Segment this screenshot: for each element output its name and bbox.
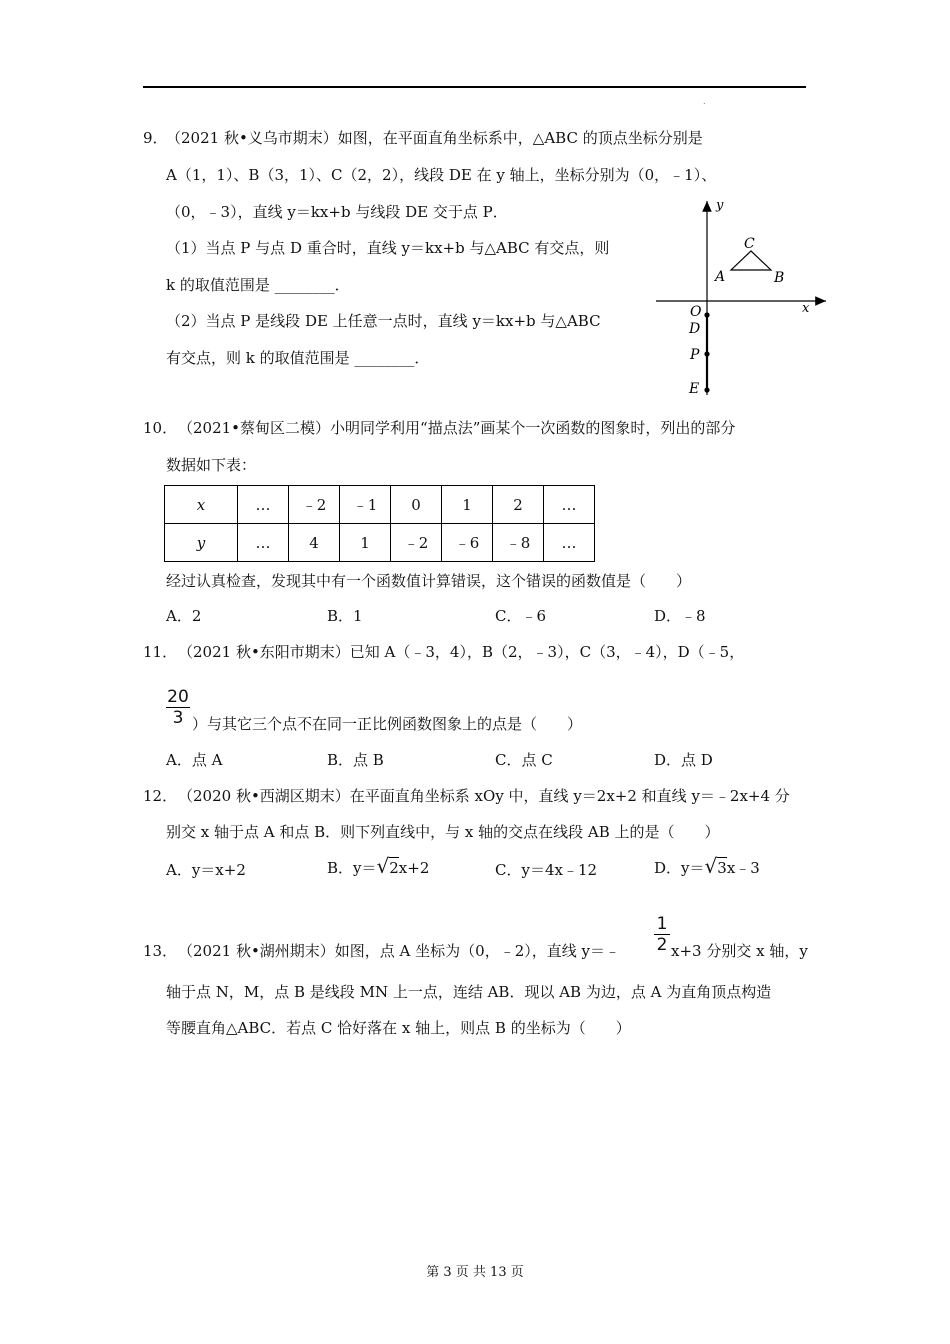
q12-option-b-radicand: 2 xyxy=(389,859,399,877)
q13-line3: 等腰直角△ABC．若点 C 恰好落在 x 轴上，则点 B 的坐标为（ ） xyxy=(166,1019,631,1037)
q11-option-a[interactable]: A．点 A xyxy=(166,751,223,769)
q10-value-table xyxy=(164,485,595,562)
q11-option-d[interactable]: D．点 D xyxy=(654,751,713,769)
q12-option-d[interactable] xyxy=(654,856,760,878)
sqrt-icon: √ xyxy=(704,854,718,878)
q10-option-d[interactable]: D．﹣8 xyxy=(654,607,706,625)
label-p: P xyxy=(690,347,700,363)
header-rule xyxy=(143,86,806,88)
q13-line1-pre: （2021 秋•湖州期末）如图，点 A 坐标为（0，﹣2），直线 y＝﹣ xyxy=(178,942,620,960)
q11-number: 11． xyxy=(143,643,178,661)
header-mark: . xyxy=(703,97,706,106)
table-cell: … xyxy=(238,486,289,524)
q12-option-b-label: B．y＝ xyxy=(327,859,377,877)
q12-line2: 别交 x 轴于点 A 和点 B．则下列直线中，与 x 轴的交点在线段 AB 上的是（ ） xyxy=(166,823,720,841)
q13-fraction-denominator: 2 xyxy=(656,935,668,955)
table-cell: … xyxy=(544,486,595,524)
table-cell: 0 xyxy=(391,486,442,524)
table-cell: ﹣6 xyxy=(442,524,493,562)
q11-fraction-numerator: 20 xyxy=(167,687,189,707)
table-cell: y xyxy=(165,524,238,562)
q12-option-d-label: D．y＝ xyxy=(654,859,705,877)
table-row xyxy=(165,524,595,562)
q10-line1: （2021•蔡甸区二模）小明同学利用“描点法”画某个一次函数的图象时，列出的部分 xyxy=(178,419,736,437)
q9-line5: k 的取值范围是 ________． xyxy=(166,276,350,294)
table-cell: ﹣8 xyxy=(493,524,544,562)
point-d xyxy=(704,312,709,317)
q13-fraction xyxy=(654,915,670,954)
table-row xyxy=(165,486,595,524)
q9-line2: A（1，1）、B（3，1）、C（2，2），线段 DE 在 y 轴上，坐标分别为（0，﹣1）、 xyxy=(166,166,717,184)
table-cell: ﹣2 xyxy=(289,486,340,524)
q9-line3: （0，﹣3），直线 y＝kx+b 与线段 DE 交于点 P． xyxy=(166,203,508,221)
table-cell: … xyxy=(238,524,289,562)
point-e xyxy=(704,387,709,392)
q12-option-d-radicand: 3 xyxy=(717,859,727,877)
label-y: y xyxy=(716,198,724,213)
q13-fraction-numerator: 1 xyxy=(656,914,668,934)
point-p xyxy=(704,351,709,356)
table-cell: ﹣2 xyxy=(391,524,442,562)
sqrt-icon: √ xyxy=(376,854,390,878)
table-cell: 1 xyxy=(442,486,493,524)
label-c: C xyxy=(744,236,755,252)
label-d: D xyxy=(689,321,701,337)
q11-option-c[interactable]: C．点 C xyxy=(495,751,553,769)
table-cell: 2 xyxy=(493,486,544,524)
q10-option-a[interactable]: A．2 xyxy=(166,607,202,625)
q12-number: 12． xyxy=(143,787,178,805)
q9-line6: （2）当点 P 是线段 DE 上任意一点时，直线 y＝kx+b 与△ABC xyxy=(166,312,601,330)
label-x: x xyxy=(802,301,810,316)
q13-number: 13． xyxy=(143,942,178,960)
label-o: O xyxy=(690,304,702,320)
q11-fraction xyxy=(166,688,190,727)
q10-line3: 经过认真检查，发现其中有一个函数值计算错误，这个错误的函数值是（ ） xyxy=(166,572,692,590)
table-cell: x xyxy=(165,486,238,524)
q10-option-b[interactable]: B．1 xyxy=(327,607,363,625)
label-a: A xyxy=(715,269,726,285)
q10-option-c[interactable]: C．﹣6 xyxy=(495,607,547,625)
table-cell: 1 xyxy=(340,524,391,562)
q11-line2: ）与其它三个点不在同一正比例函数图象上的点是（ ） xyxy=(192,715,583,733)
page-footer: 第 3 页 共 13 页 xyxy=(426,1265,524,1280)
q10-line2: 数据如下表： xyxy=(166,456,257,474)
label-e: E xyxy=(689,381,700,397)
q12-option-b[interactable] xyxy=(327,856,429,878)
table-cell: … xyxy=(544,524,595,562)
q9-line4: （1）当点 P 与点 D 重合时，直线 y＝kx+b 与△ABC 有交点，则 xyxy=(166,239,610,257)
q9-coordinate-figure xyxy=(650,195,840,400)
table-cell: ﹣1 xyxy=(340,486,391,524)
q12-option-b-tail: x+2 xyxy=(398,859,430,877)
q13-line1-post: x+3 分别交 x 轴，y xyxy=(671,942,808,960)
q9-line1: （2021 秋•义乌市期末）如图，在平面直角坐标系中，△ABC 的顶点坐标分别是 xyxy=(166,129,703,147)
q12-line1: （2020 秋•西湖区期末）在平面直角坐标系 xOy 中，直线 y＝2x+2 和直线 y＝﹣2x+4 分 xyxy=(178,787,790,805)
q11-line1: （2021 秋•东阳市期末）已知 A（﹣3，4），B（2，﹣3），C（3，﹣4），D（﹣5， xyxy=(178,643,745,661)
q9-line7: 有交点，则 k 的取值范围是 ________． xyxy=(166,349,430,367)
q10-number: 10． xyxy=(143,419,178,437)
label-b: B xyxy=(774,270,785,286)
q11-fraction-denominator: 3 xyxy=(172,708,184,728)
q11-option-b[interactable]: B．点 B xyxy=(327,751,384,769)
q12-option-d-tail: x﹣3 xyxy=(726,859,760,877)
q12-option-a[interactable]: A．y＝x+2 xyxy=(166,861,246,879)
q12-option-c[interactable]: C．y＝4x﹣12 xyxy=(495,861,598,879)
triangle-abc xyxy=(731,251,771,270)
q9-number: 9． xyxy=(143,129,168,147)
table-cell: 4 xyxy=(289,524,340,562)
q13-line2: 轴于点 N，M，点 B 是线段 MN 上一点，连结 AB．现以 AB 为边，点 A 为直角顶点构造 xyxy=(166,983,772,1001)
